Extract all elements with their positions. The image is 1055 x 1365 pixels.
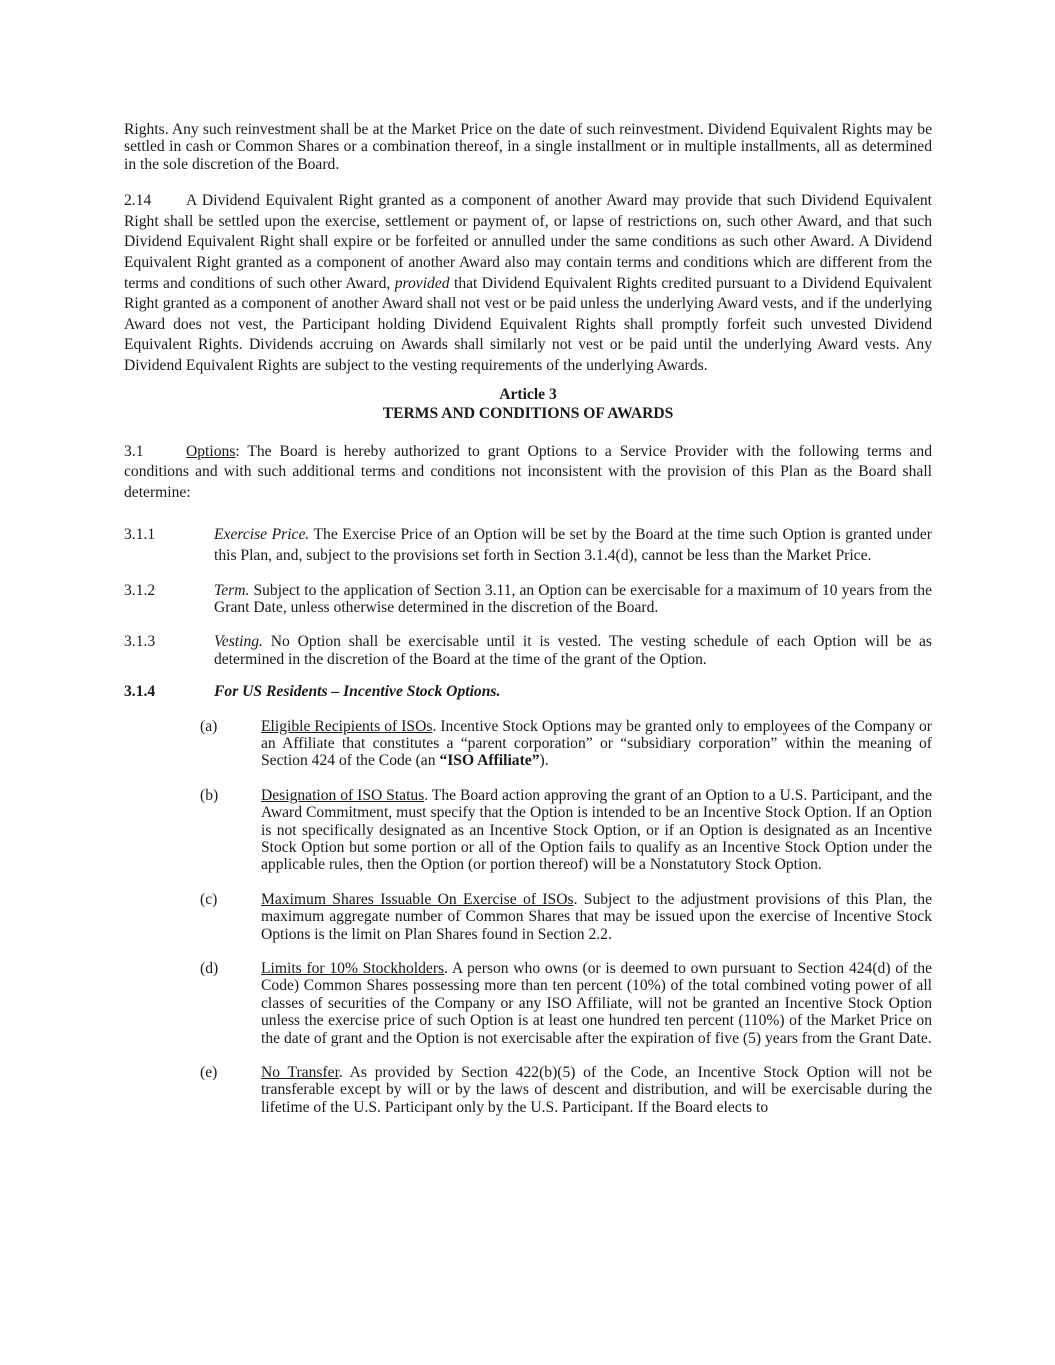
section-3-1-4 — [124, 683, 932, 700]
section-text: : The Board is hereby authorized to grant Options to a Service Provider with the following terms and conditions and with such additional terms and conditions not inconsistent with the provision of this Plan as the Board shall determine: — [124, 442, 932, 501]
article-heading — [124, 385, 932, 423]
article-number: Article 3 — [499, 385, 557, 403]
item-heading: No Transfer — [261, 1064, 339, 1082]
section-text: The Exercise Price of an Option will be set by the Board at the time such Option is granted under this Plan, and, subject to the provisions set forth in Section 3.1.4(d), cannot be less than the Market Price. — [214, 526, 933, 564]
item-heading: Designation of ISO Status — [261, 786, 425, 804]
section-number: 3.1.2 — [124, 581, 156, 599]
section-3-1-1 — [124, 525, 932, 566]
item-heading: Maximum Shares Issuable On Exercise of ISOs — [261, 890, 574, 908]
list-item-e — [200, 1064, 932, 1116]
list-item-b — [200, 787, 932, 874]
section-text: that Dividend Equivalent Rights credited pursuant to a Dividend Equivalent Right granted as a component of another Award shall not vest or be paid unless the underlying Award vests, and if the underlying Award does not vest, the Participant holding Dividend Equivalent Rights shall promptly forfeit such unvested Dividend Equivalent Rights. Dividends accruing on Awards shall similarly not vest or be paid until the underlying Award vests. Any Dividend Equivalent Rights are subject to the vesting requirements of the underlying Awards. — [124, 274, 932, 374]
paragraph-continuation: Rights. Any such reinvestment shall be at the Market Price on the date of such reinvestment. Dividend Equivalent Rights may be settled in cash or Common Shares or a combination thereof, in a single installment or in multiple installments, all as determined in the sole discretion of the Board. — [124, 121, 932, 173]
section-3-1-2 — [124, 582, 932, 617]
section-number: 3.1.4 — [124, 683, 156, 701]
section-heading: Options — [186, 442, 236, 460]
item-text: . The Board action approving the grant of an Option to a U.S. Participant, and the Award Commitment, must specify that the Option is intended to be an Incentive Stock Option. If an Option is not specifically designated as an Incentive Stock Option, or if an Option is designated as an Incentive Stock Option but some portion or all of the Option fails to qualify as an Incentive Stock Option under the applicable rules, then the Option (or portion thereof) will be a Nonstatutory Stock Option. — [261, 786, 932, 874]
item-text: . A person who owns (or is deemed to own pursuant to Section 424(d) of the Code) Common Shares possessing more than ten percent (10%) of the total combined voting power of all classes of securities of the Company or any ISO Affiliate, will not be granted an Incentive Stock Option unless the exercise price of such Option is at least one hundred ten percent (110%) of the Market Price on the date of grant and the Option is not exercisable after the expiration of five (5) years from the Grant Date. — [261, 960, 933, 1047]
section-number: 2.14 — [124, 192, 152, 210]
section-heading: Vesting. — [214, 633, 263, 651]
item-label: (d) — [200, 960, 219, 978]
list-item-d — [200, 960, 932, 1047]
item-bold-term: “ISO Affiliate” — [439, 752, 540, 770]
item-text: ). — [539, 752, 549, 770]
item-text: . Incentive Stock Options may be granted only to employees of the Company or an Affiliate that constitutes a “parent corporation” or “subsidiary corporation” within the meaning of Section 424 of the Code (an — [261, 717, 932, 770]
section-heading: For US Residents – Incentive Stock Options. — [214, 683, 501, 701]
section-italic: provided — [394, 274, 450, 292]
item-heading: Eligible Recipients of ISOs — [261, 717, 433, 735]
item-label: (a) — [200, 717, 218, 735]
item-heading: Limits for 10% Stockholders — [261, 960, 445, 978]
section-3-1-3 — [124, 633, 932, 668]
document-page — [124, 121, 932, 1116]
item-text: . Subject to the adjustment provisions of this Plan, the maximum aggregate number of Common Shares that may be issued upon the exercise of Incentive Stock Options is the limit on Plan Shares found in Section 2.2. — [261, 890, 932, 943]
section-number: 3.1.3 — [124, 633, 156, 651]
item-label: (e) — [200, 1064, 218, 1082]
section-text: No Option shall be exercisable until it is vested. The vesting schedule of each Option will be as determined in the discretion of the Board at the time of the grant of the Option. — [214, 633, 932, 668]
list-item-c — [200, 891, 932, 943]
item-label: (b) — [200, 786, 219, 804]
section-number: 3.1 — [124, 442, 144, 460]
section-3-1 — [124, 442, 932, 504]
section-text: A Dividend Equivalent Right granted as a component of another Award may provide that such Dividend Equivalent Right shall be settled upon the exercise, settlement or payment of, or lapse of restrictions on, such other Award, and that such Dividend Equivalent Right shall expire or be forfeited or annulled under the same conditions as such other Award. A Dividend Equivalent Right granted as a component of another Award also may contain terms and conditions which are different from the terms and conditions of such other Award, — [124, 192, 932, 292]
section-number: 3.1.1 — [124, 526, 156, 544]
section-heading: Term. — [214, 581, 250, 599]
article-title: TERMS AND CONDITIONS OF AWARDS — [382, 404, 674, 422]
item-label: (c) — [200, 890, 218, 908]
list-item-a — [200, 718, 932, 770]
item-text: . As provided by Section 422(b)(5) of the Code, an Incentive Stock Option will not be transferable except by will or by the laws of descent and distribution, and will be exercisable during the lifetime of the U.S. Participant only by the U.S. Participant. If the Board elects to — [261, 1064, 932, 1116]
section-text: Subject to the application of Section 3.11, an Option can be exercisable for a maximum of 10 years from the Grant Date, unless otherwise determined in the discretion of the Board. — [214, 581, 932, 616]
section-heading: Exercise Price. — [214, 526, 310, 544]
section-2-14 — [124, 191, 932, 376]
